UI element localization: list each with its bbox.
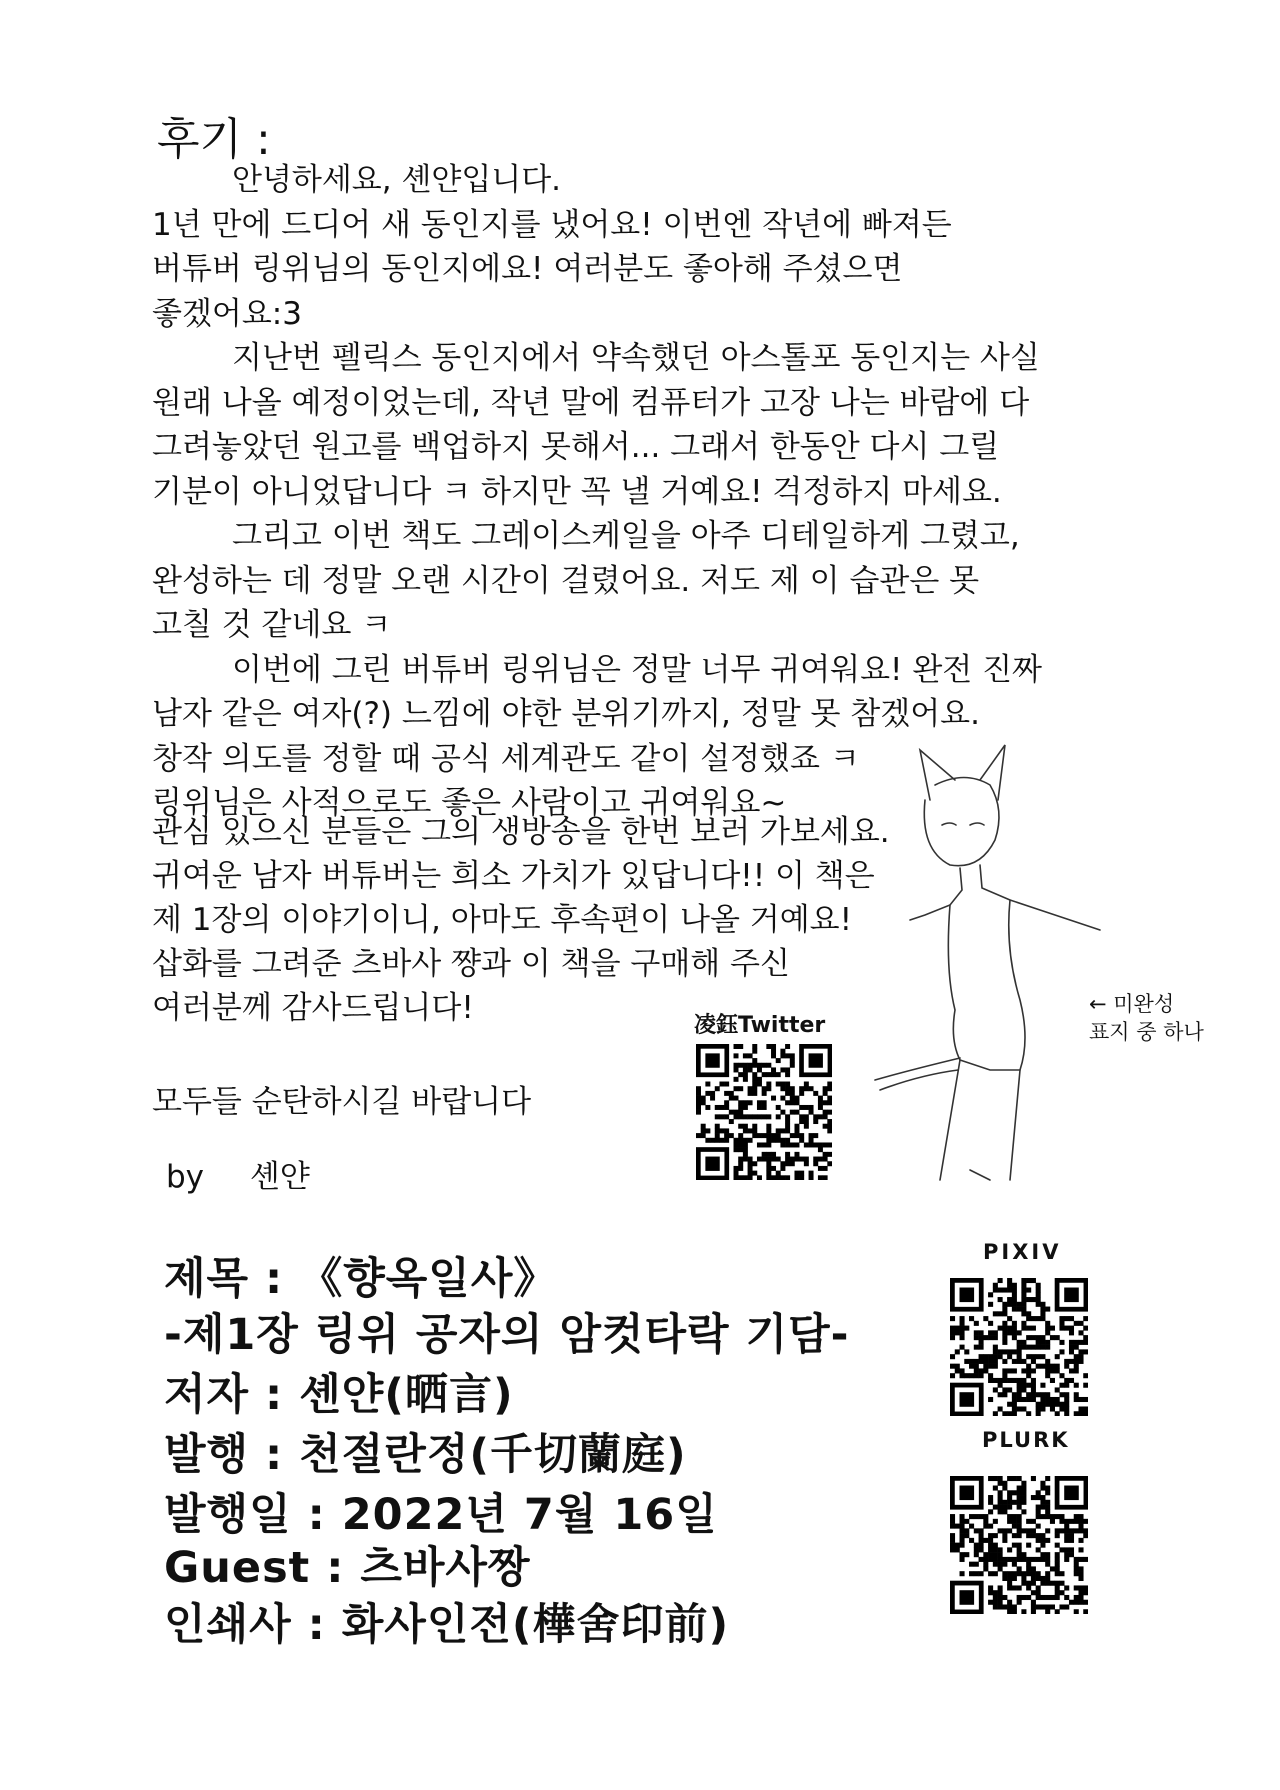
afterword-line: 그리고 이번 책도 그레이스케일을 아주 디테일하게 그렸고,: [232, 518, 1020, 554]
afterword-line: 관심 있으신 분들은 그의 생방송을 한번 보러 가보세요.: [152, 814, 890, 850]
afterword-line: 귀여운 남자 버튜버는 희소 가치가 있답니다!! 이 책은: [152, 858, 875, 894]
colophon-line: 인쇄사 : 화사인전(樺舍印前): [164, 1600, 730, 1650]
plurk-qr-label: PLURK: [982, 1428, 1070, 1452]
colophon-line: Guest : 츠바사짱: [164, 1543, 531, 1593]
caption-line-1: ← 미완성: [1089, 992, 1175, 1016]
afterword-line: 기분이 아니었답니다 ㅋ 하지만 꼭 낼 거예요! 걱정하지 마세요.: [152, 473, 1002, 510]
afterword-line: 링위님은 사적으로도 좋은 사람이고 귀여워요~: [152, 785, 787, 821]
pixiv-qr-code[interactable]: [950, 1278, 1088, 1416]
afterword-line: 안녕하세요, 셴얀입니다.: [232, 162, 562, 198]
colophon-line: -제1장 링위 공자의 암컷타락 기담-: [164, 1310, 850, 1360]
colophon-line: 제목 : 《향옥일사》: [164, 1254, 558, 1304]
afterword-line: 지난번 펠릭스 동인지에서 약속했던 아스톨포 동인지는 사실: [232, 340, 1040, 376]
twitter-qr-label: 凌鈺Twitter: [694, 1013, 826, 1038]
colophon-line: 발행 : 천절란정(千切蘭庭): [164, 1430, 687, 1480]
afterword-line: 완성하는 데 정말 오랜 시간이 걸렸어요. 저도 제 이 습관은 못: [152, 562, 980, 599]
twitter-qr-code[interactable]: [696, 1044, 832, 1180]
plurk-qr-code[interactable]: [950, 1476, 1088, 1614]
afterword-line: 버튜버 링위님의 동인지에요! 여러분도 좋아해 주셨으면: [152, 251, 903, 287]
afterword-line: 고칠 것 같네요 ㅋ: [152, 607, 392, 643]
signature-by: by: [166, 1159, 205, 1195]
afterword-line: 여러분께 감사드립니다!: [152, 990, 474, 1026]
colophon-line: 저자 : 셴얀(晒言): [164, 1370, 514, 1420]
afterword-line: 삽화를 그려준 츠바사 쨩과 이 책을 구매해 주신: [152, 946, 790, 982]
caption-line-2: 표지 중 하나: [1089, 1020, 1204, 1044]
afterword-line: 원래 나올 예정이었는데, 작년 말에 컴퓨터가 고장 나는 바람에 다: [152, 384, 1030, 421]
signature-name: 셴얀: [249, 1159, 310, 1195]
character-sketch-illustration: [870, 740, 1130, 1185]
afterword-heading: 후기 :: [157, 114, 271, 165]
pixiv-qr-label: PIXIV: [983, 1240, 1062, 1264]
afterword-line: 1년 만에 드디어 새 동인지를 냈어요! 이번엔 작년에 빠져든: [152, 206, 952, 243]
signature: [166, 1155, 310, 1199]
afterword-line: 이번에 그린 버튜버 링위님은 정말 너무 귀여워요! 완전 진짜: [232, 651, 1042, 688]
closing-text: 모두들 순탄하시길 바랍니다: [152, 1084, 532, 1120]
afterword-line: 제 1장의 이야기이니, 아마도 후속편이 나올 거예요!: [152, 902, 853, 938]
colophon-line: 발행일 : 2022년 7월 16일: [164, 1490, 718, 1540]
afterword-line: 창작 의도를 정할 때 공식 세계관도 같이 설정했죠 ㅋ: [152, 740, 860, 777]
illustration-caption: [1089, 990, 1204, 1046]
afterword-line: 남자 같은 여자(?) 느낌에 야한 분위기까지, 정말 못 참겠어요.: [152, 696, 980, 732]
afterword-line: 그려놓았던 원고를 백업하지 못해서... 그래서 한동안 다시 그릴: [152, 429, 1000, 465]
afterword-line: 좋겠어요:3: [152, 295, 302, 332]
